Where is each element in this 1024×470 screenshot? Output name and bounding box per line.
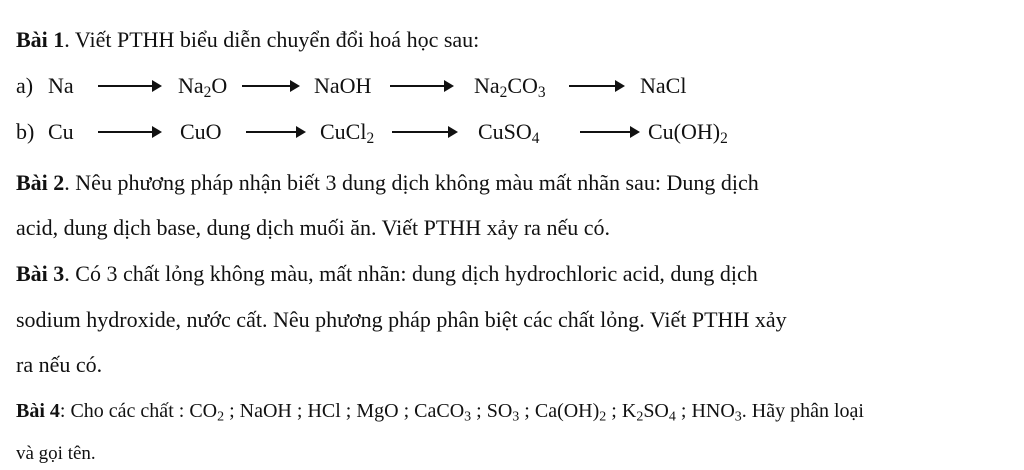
arrow-icon: [390, 85, 452, 87]
bai4-intro: : Cho các chất :: [59, 400, 190, 422]
compound-formula: $K_2SO_4$: [621, 400, 676, 425]
bai1-title: Bài 1: [16, 27, 65, 52]
separator: ;: [519, 400, 535, 422]
compound-formula: CaCO$_3$: [414, 400, 472, 425]
bai2-title: Bài 2: [16, 170, 65, 195]
chain-b-label: b): [16, 119, 35, 144]
chain-a-item-2: $Na_2O$: [178, 73, 228, 101]
chain-a-label: a): [16, 73, 34, 98]
bai4-line-1: [16, 398, 864, 424]
separator: ;: [471, 400, 487, 422]
arrow-icon: [98, 85, 160, 87]
chain-b-item-4: CuSO$_4$: [478, 119, 540, 147]
bai3-line-2: sodium hydroxide, nước cất. Nêu phương pháp phân biệt các chất lỏng. Viết PTHH xảy: [16, 307, 787, 332]
arrow-icon: [392, 131, 456, 133]
bai3-line-3: ra nếu có.: [16, 352, 103, 377]
bai3-line-1: [16, 261, 758, 287]
chain-a-item-4: $Na_2CO_3$: [474, 73, 546, 101]
chain-a-item-5: NaCl: [640, 73, 687, 98]
chain-b-item-5: $Cu(OH)_2$: [648, 119, 728, 147]
arrow-icon: [98, 131, 160, 133]
compound-formula: $CO_2$: [189, 400, 225, 425]
separator: ;: [398, 400, 415, 422]
chain-a-item-1: Na: [48, 73, 74, 98]
separator: ;: [224, 400, 240, 422]
compound-formula: $HNO_3$: [691, 400, 742, 425]
compound-formula: HCl: [307, 400, 341, 422]
chain-b-item-1: Cu: [48, 119, 74, 144]
chain-a-item-3: NaOH: [314, 73, 372, 98]
compound-formula: NaOH: [239, 400, 292, 422]
chain-b: [16, 117, 1016, 147]
compound-list: [189, 400, 742, 425]
compound-formula: $SO_3$: [486, 400, 520, 425]
compound-formula: MgO: [356, 400, 399, 422]
bai3-title: Bài 3: [16, 261, 65, 286]
bai4-title: Bài 4: [16, 400, 60, 422]
arrow-icon: [242, 85, 298, 87]
bai2-line-1: [16, 170, 759, 196]
bai4-line-2: và gọi tên.: [16, 443, 96, 464]
separator: ;: [606, 400, 622, 422]
separator: ;: [675, 400, 692, 422]
separator: ;: [340, 400, 357, 422]
chain-b-item-3: CuCl$_2$: [320, 119, 375, 147]
bai2-line-2: acid, dung dịch base, dung dịch muối ăn. Viết PTHH xảy ra nếu có.: [16, 215, 610, 240]
bai3-text-1: . Có 3 chất lỏng không màu, mất nhãn: dung dịch hydrochloric acid, dung dịch: [64, 261, 758, 286]
arrow-icon: [569, 85, 623, 87]
chain-b-item-2: CuO: [180, 119, 222, 144]
bai1-text: . Viết PTHH biểu diễn chuyển đổi hoá học sau:: [64, 27, 480, 52]
arrow-icon: [246, 131, 304, 133]
bai2-text-1: . Nêu phương pháp nhận biết 3 dung dịch không màu mất nhãn sau: Dung dịch: [64, 170, 759, 195]
bai1-heading: [16, 27, 479, 53]
arrow-icon: [580, 131, 638, 133]
separator: ;: [291, 400, 308, 422]
bai4-ending: . Hãy phân loại: [741, 400, 864, 422]
compound-formula: $Ca(OH)_2$: [534, 400, 607, 425]
chain-a: [16, 71, 1016, 101]
